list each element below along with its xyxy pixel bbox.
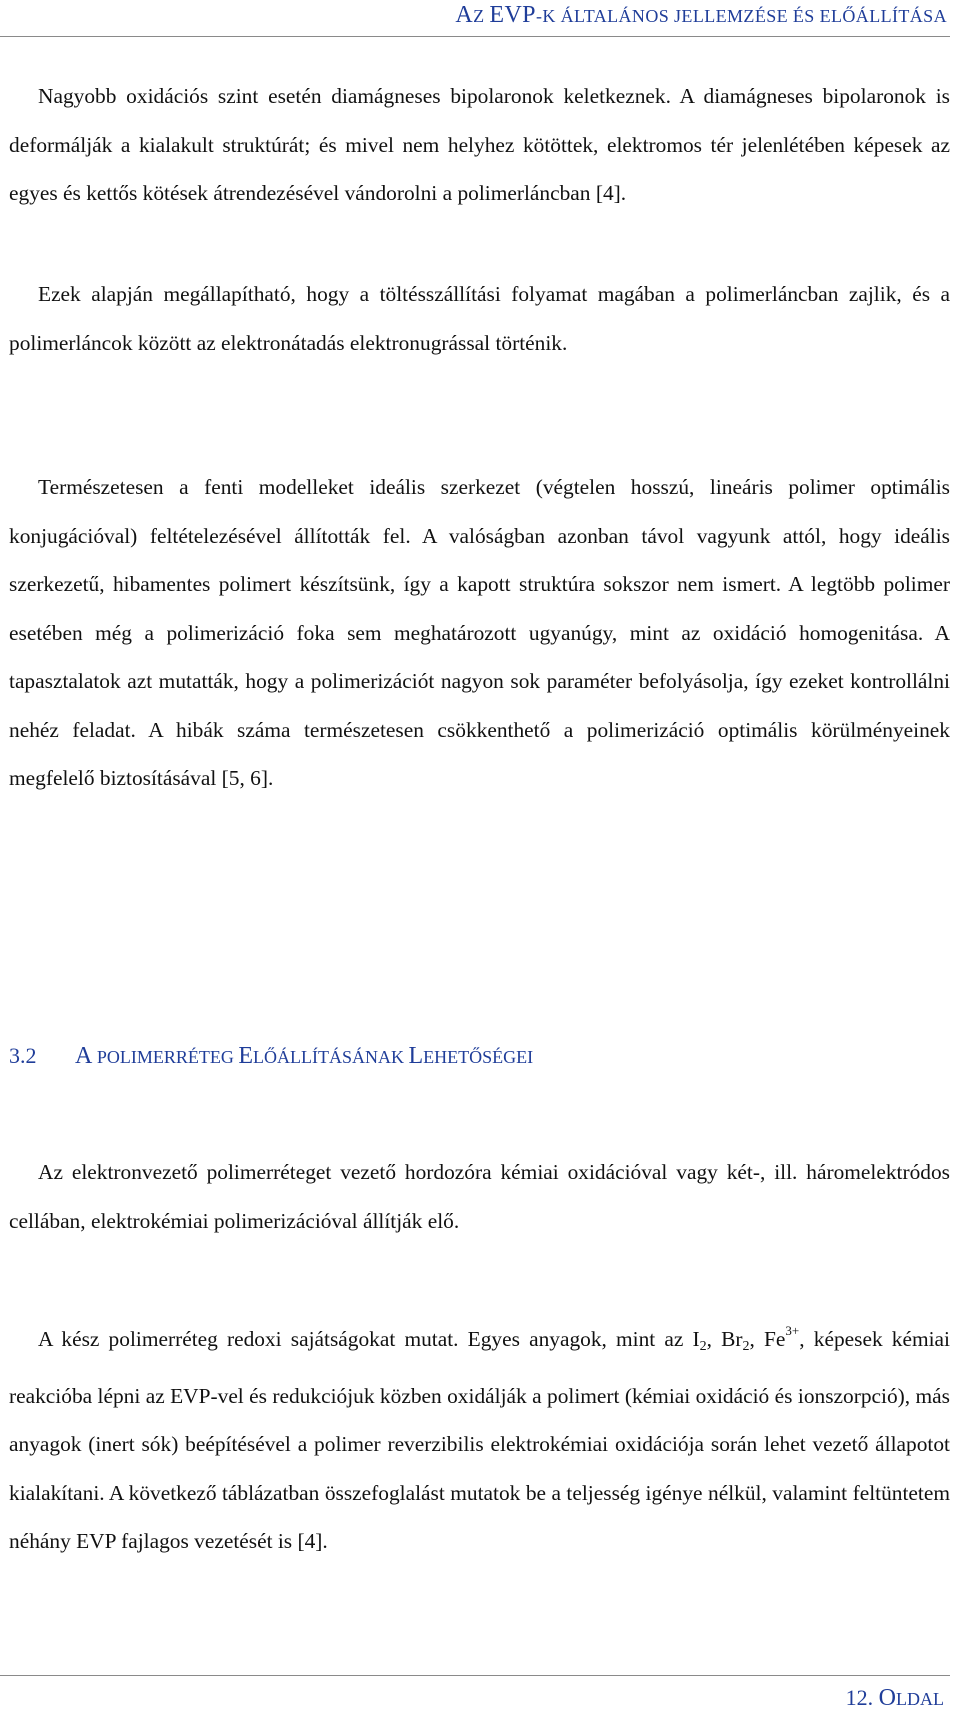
- running-title: AZ EVP-K ÁLTALÁNOS JELLEMZÉSE ÉS ELŐÁLLÍTÁSA: [455, 2, 947, 28]
- paragraph-ideal-structure: Természetesen a fenti modelleket ideális szerkezet (végtelen hosszú, lineáris polimer optimális konjugációval) feltételezésével állították fel. A valóságban azonban távol vagyunk attól, hogy ideális szerkezetű, hibamentes polimert készítsünk, így a kapott struktúra sokszor nem ismert. A legtöbb polimer esetében még a polimerizáció foka sem meghatározott ugyanúgy, mint az oxidáció homogenitása. A tapasztalatok azt mutatták, hogy a polimerizációt nagyon sok paraméter befolyásolja, így ezeket kontrollálni nehéz feladat. A hibák száma természetesen csökkenthető a polimerizáció optimális körülményeinek megfelelő biztosításával [5, 6].: [9, 475, 950, 790]
- paragraph-bipolarons: Nagyobb oxidációs szint esetén diamágneses bipolaronok keletkeznek. A diamágneses bipolaronok is deformálják a kialakult struktúrát; és mivel nem helyhez kötöttek, elektromos tér jelenlétében képesek az egyes és kettős kötések átrendezésével vándorolni a polimerláncban [4].: [9, 84, 950, 205]
- section-heading: 3.2 A POLIMERRÉTEG ELŐÁLLÍTÁSÁNAK LEHETŐSÉGEI: [9, 1043, 534, 1069]
- paragraph-charge-transport: Ezek alapján megállapítható, hogy a töltésszállítási folyamat magában a polimerláncban zajlik, és a polimerláncok között az elektronátadás elektronugrással történik.: [9, 282, 950, 355]
- page-number: 12. OLDAL: [845, 1685, 944, 1711]
- page-header: [0, 0, 950, 37]
- paragraph-polymer-layer-prep: Az elektronvezető polimerréteget vezető hordozóra kémiai oxidációval vagy két-, ill. háromelektródos cellában, elektrokémiai polimerizációval állítják elő.: [9, 1160, 950, 1233]
- page-footer: [0, 1675, 950, 1711]
- paragraph-redox-properties: A kész polimerréteg redoxi sajátságokat mutat. Egyes anyagok, mint az $I_2$, $Br_2$, $Fe^{3+}$, képesek kémiai reakcióba lépni az EVP-vel és redukciójuk közben oxidálják a polimert (kémiai oxidáció és ionszorpció), más anyagok (inert sók) beépítésével a polimer reverzibilis elektrokémiai oxidációja során lehet vezető állapotot kialakítani. A következő táblázatban összefoglalást mutatok be a teljesség igénye nélkül, valamint feltüntetem néhány EVP fajlagos vezetését is [4].: [9, 1323, 950, 1553]
